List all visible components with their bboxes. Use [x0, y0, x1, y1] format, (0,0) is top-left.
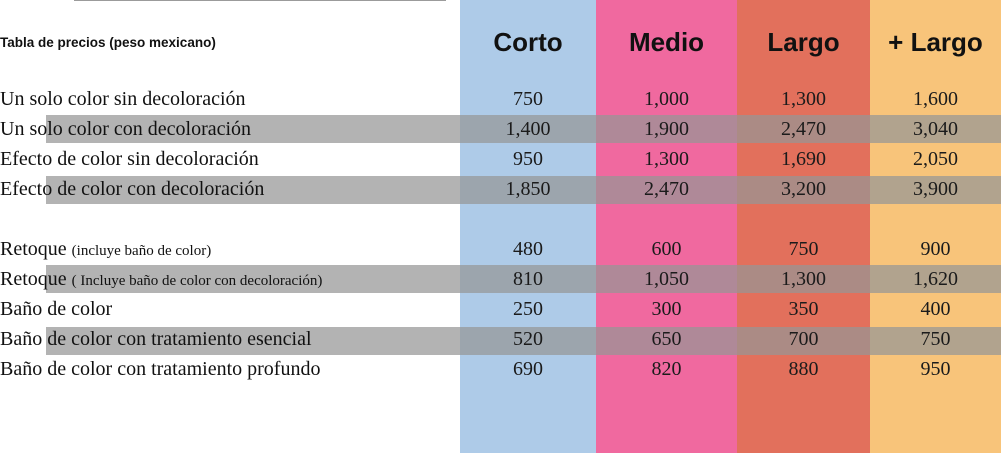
cell-value: [737, 204, 870, 234]
column-header-medio: Medio: [628, 26, 705, 57]
cell-value: 3,900: [913, 177, 958, 200]
table-row: [0, 264, 1001, 294]
cell-value: 250: [513, 297, 543, 320]
column-header-corto: Corto: [493, 26, 563, 57]
row-label-text: Baño de color con tratamiento profundo: [0, 357, 321, 380]
cell-value: 1,000: [644, 87, 689, 110]
cell-value: 480: [513, 237, 543, 260]
row-label: [0, 144, 460, 174]
cell-value: 3,200: [781, 177, 826, 200]
row-label-note: (incluye baño de color): [71, 242, 212, 259]
cell-value: 750: [788, 237, 819, 260]
row-label-text: Baño de color: [0, 297, 113, 320]
cell-value: 700: [788, 327, 819, 350]
cell-value: 1,690: [781, 147, 826, 170]
row-label-text: Efecto de color sin decoloración: [0, 147, 259, 170]
table-row: [0, 234, 1001, 264]
cell-value: 1,300: [781, 267, 826, 290]
cell-value: [870, 204, 1001, 234]
cell-value: 750: [920, 327, 951, 350]
page-title: Tabla de precios (peso mexicano): [0, 34, 216, 50]
cell-value: 600: [651, 237, 682, 260]
row-label: [0, 324, 460, 354]
row-label-text: Un solo color con decoloración: [0, 117, 252, 140]
cell-value: 1,900: [644, 117, 689, 140]
cell-value: 1,300: [644, 147, 689, 170]
row-label: [0, 264, 460, 294]
cell-value: 300: [651, 297, 682, 320]
cell-value: 1,050: [644, 267, 689, 290]
cell-value: 690: [513, 357, 543, 380]
cell-value: 950: [513, 147, 543, 170]
cell-value: 750: [513, 87, 543, 110]
cell-value: 810: [513, 267, 543, 290]
row-label: [0, 294, 460, 324]
row-label: [0, 204, 460, 234]
row-label: [0, 84, 460, 114]
row-label-text: Efecto de color con decoloración: [0, 177, 265, 200]
row-label: [0, 354, 460, 384]
cell-value: [460, 204, 596, 234]
cell-value: 650: [651, 327, 682, 350]
cell-value: 2,470: [644, 177, 689, 200]
cell-value: 880: [788, 357, 819, 380]
table-row: [0, 84, 1001, 114]
cell-value: 2,050: [913, 147, 958, 170]
table-spacer-row: [0, 204, 1001, 234]
row-label-text: Retoque: [0, 237, 72, 260]
cell-value: 3,040: [913, 117, 958, 140]
table-row: [0, 174, 1001, 204]
row-label: [0, 174, 460, 204]
cell-value: 820: [651, 357, 682, 380]
cell-value: 1,400: [505, 117, 551, 140]
cell-value: 350: [788, 297, 819, 320]
row-label-text: Retoque: [0, 267, 72, 290]
cell-value: 2,470: [781, 117, 826, 140]
row-label: [0, 234, 460, 264]
column-header-largo: Largo: [767, 26, 840, 57]
cell-value: 1,850: [505, 177, 551, 200]
cell-value: 1,620: [913, 267, 958, 290]
table-row: [0, 114, 1001, 144]
row-label-text: Un solo color sin decoloración: [0, 87, 246, 110]
table-row: [0, 324, 1001, 354]
cell-value: 950: [920, 357, 951, 380]
cell-value: [596, 204, 737, 234]
cell-value: 400: [920, 297, 951, 320]
cell-value: 900: [920, 237, 951, 260]
cell-value: 1,300: [781, 87, 826, 110]
group-separator: [74, 0, 446, 1]
row-label: [0, 114, 460, 144]
table-header-row: [0, 0, 1001, 84]
table-row: [0, 294, 1001, 324]
table-row: [0, 354, 1001, 384]
cell-value: 520: [513, 327, 543, 350]
table-row: [0, 144, 1001, 174]
cell-value: 1,600: [913, 87, 958, 110]
column-header-mas-largo: + Largo: [888, 26, 983, 57]
row-label-text: Baño de color con tratamiento esencial: [0, 327, 312, 350]
row-label-note: ( Incluye baño de color con decoloración): [71, 272, 323, 289]
